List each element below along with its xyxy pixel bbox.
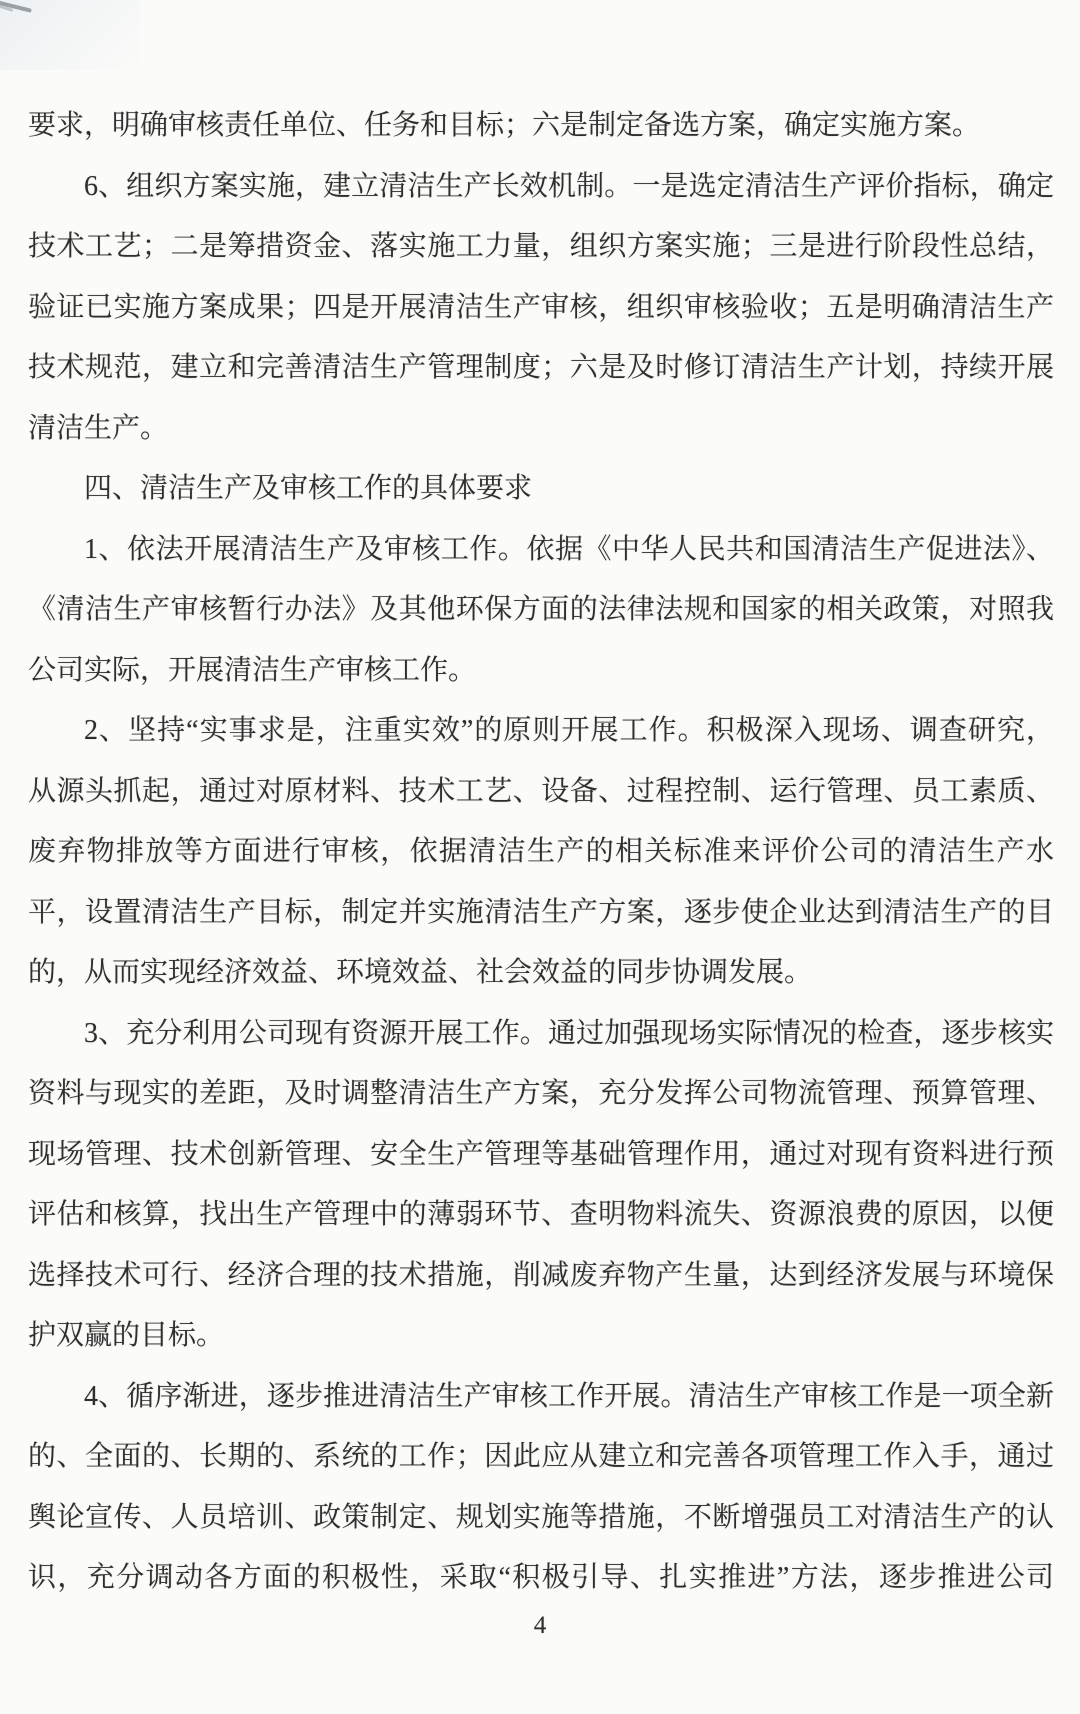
- text-line: 要求，明确审核责任单位、任务和目标；六是制定备选方案，确定实施方案。: [28, 110, 981, 141]
- text-line: 资料与现实的差距，及时调整清洁生产方案，充分发挥公司物流管理、预算管理、: [28, 1078, 1054, 1109]
- text-line: 1、依法开展清洁生产及审核工作。依据《中华人民共和国清洁生产促进法》、: [84, 533, 1054, 565]
- text-line: 护双赢的目标。: [28, 1320, 225, 1351]
- text-line: 2、坚持“实事求是，注重实效”的原则开展工作。积极深入现场、调查研究，: [84, 715, 1054, 746]
- text-line: 从源头抓起，通过对原材料、技术工艺、设备、过程控制、运行管理、员工素质、: [28, 775, 1054, 807]
- text-line: 四、清洁生产及审核工作的具体要求: [84, 473, 533, 504]
- text-line: 现场管理、技术创新管理、安全生产管理等基础管理作用，通过对现有资料进行预: [28, 1138, 1054, 1170]
- text-line: 《清洁生产审核暂行办法》及其他环保方面的法律法规和国家的相关政策，对照我: [28, 594, 1054, 625]
- text-line: 评估和核算，找出生产管理中的薄弱环节、查明物料流失、资源浪费的原因，以便: [28, 1199, 1054, 1230]
- text-line: 技术工艺；二是筹措资金、落实施工力量，组织方案实施；三是进行阶段性总结，: [28, 231, 1054, 262]
- text-line: 选择技术可行、经济合理的技术措施，削减废弃物产生量，达到经济发展与环境保: [28, 1259, 1054, 1291]
- text-line: 舆论宣传、人员培训、政策制定、规划实施等措施，不断增强员工对清洁生产的认: [28, 1501, 1054, 1533]
- text-line: 废弃物排放等方面进行审核，依据清洁生产的相关标准来评价公司的清洁生产水: [28, 836, 1054, 867]
- page-number: 4: [533, 1612, 547, 1639]
- text-line: 清洁生产。: [28, 412, 169, 444]
- text-line: 的，从而实现经济效益、环境效益、社会效益的同步协调发展。: [28, 957, 813, 988]
- text-line: 验证已实施方案成果；四是开展清洁生产审核，组织审核验收；五是明确清洁生产: [28, 291, 1054, 323]
- document-body: [28, 96, 1054, 1609]
- text-line: 3、充分利用公司现有资源开展工作。通过加强现场实际情况的检查，逐步核实: [84, 1017, 1054, 1049]
- text-line: 的、全面的、长期的、系统的工作；因此应从建立和完善各项管理工作入手，通过: [28, 1441, 1054, 1472]
- text-line: 平，设置清洁生产目标，制定并实施清洁生产方案，逐步使企业达到清洁生产的目: [28, 896, 1054, 928]
- page-footer: [0, 1606, 1080, 1646]
- text-line: 6、组织方案实施，建立清洁生产长效机制。一是选定清洁生产评价指标，确定: [84, 170, 1054, 202]
- text-line: 4、循序渐进，逐步推进清洁生产审核工作开展。清洁生产审核工作是一项全新: [84, 1380, 1054, 1412]
- scan-artifact: [0, 0, 32, 13]
- text-line: 技术规范，建立和完善清洁生产管理制度；六是及时修订清洁生产计划，持续开展: [28, 352, 1054, 383]
- text-line: 公司实际，开展清洁生产审核工作。: [28, 654, 477, 686]
- text-line: 识，充分调动各方面的积极性，采取“积极引导、扎实推进”方法，逐步推进公司: [28, 1562, 1054, 1593]
